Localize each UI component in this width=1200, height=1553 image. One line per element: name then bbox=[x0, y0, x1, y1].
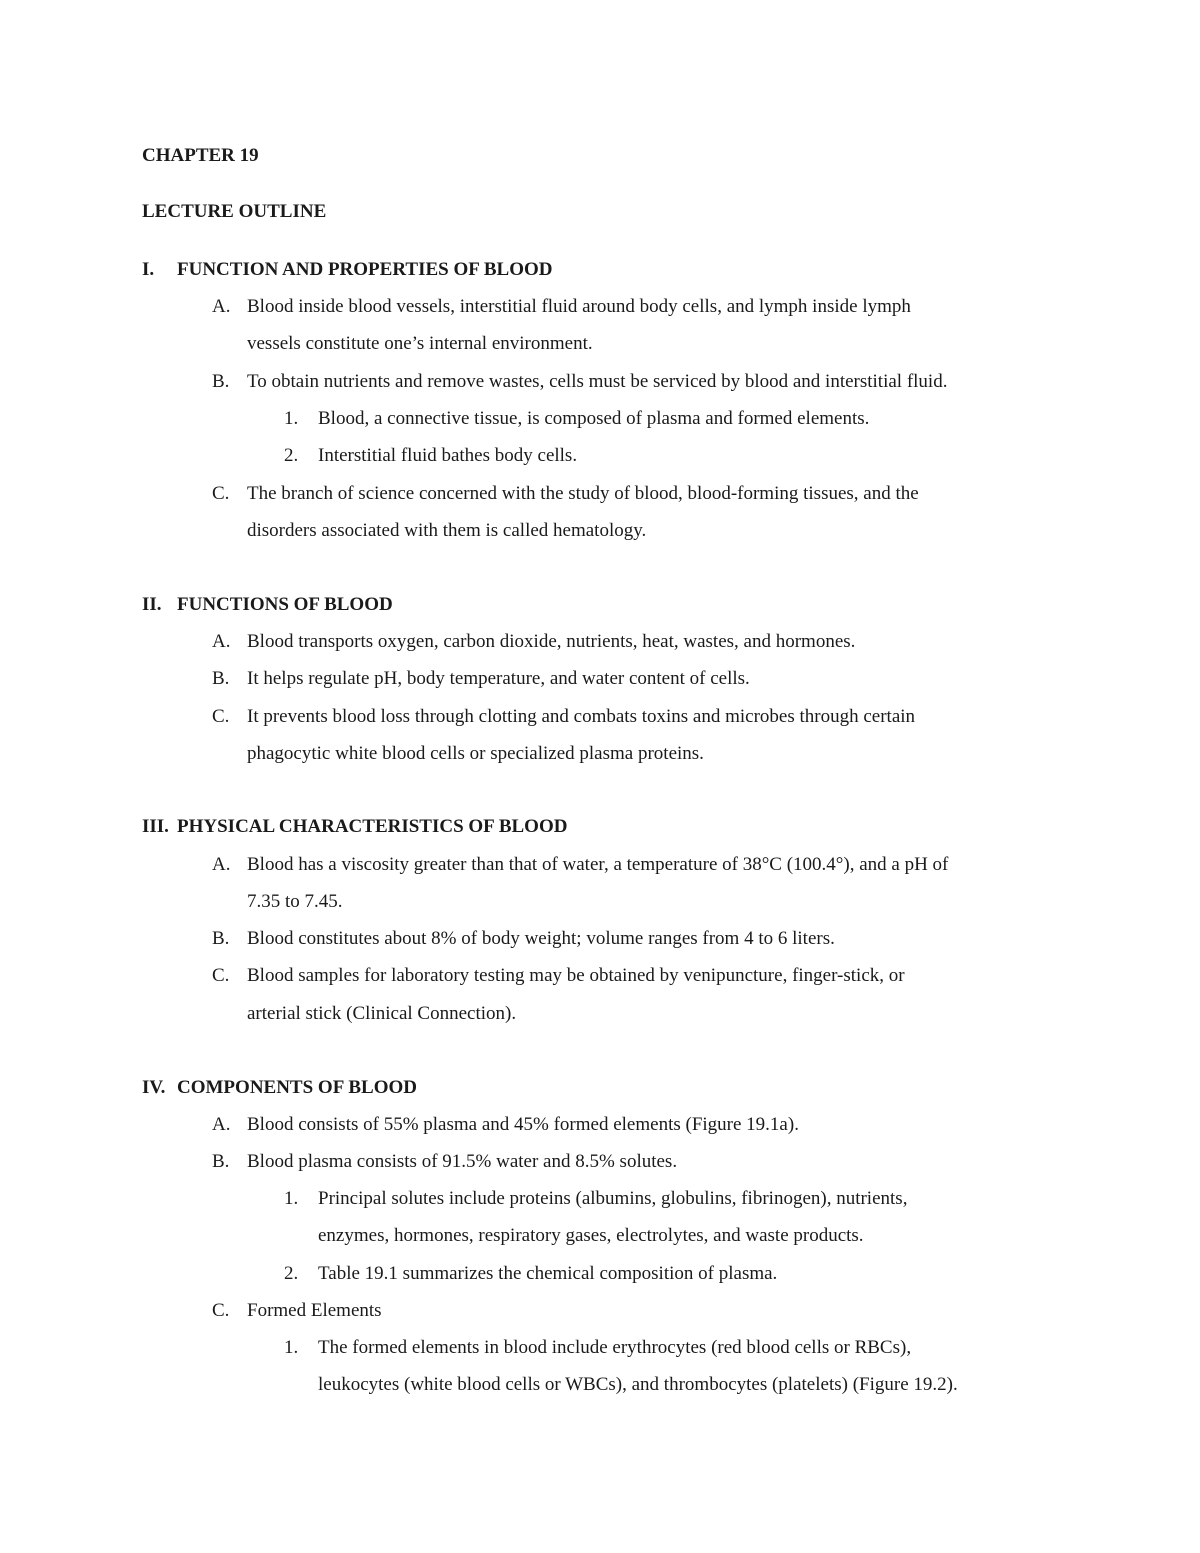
subitem-text: enzymes, hormones, respiratory gases, electrolytes, and waste products. bbox=[318, 1225, 864, 1246]
item-text: Blood samples for laboratory testing may be obtained by venipuncture, finger-stick, or bbox=[247, 965, 905, 986]
subitem-marker: 2. bbox=[284, 445, 299, 466]
subitem-marker: 1. bbox=[284, 408, 299, 429]
subitem-text: Principal solutes include proteins (albumins, globulins, fibrinogen), nutrients, bbox=[318, 1188, 908, 1209]
item-text: vessels constitute one’s internal environment. bbox=[247, 333, 593, 354]
subitem-marker: 1. bbox=[284, 1188, 299, 1209]
item-marker: B. bbox=[212, 668, 230, 689]
subitem-text: Blood, a connective tissue, is composed of plasma and formed elements. bbox=[318, 408, 870, 429]
item-text: Blood plasma consists of 91.5% water and 8.5% solutes. bbox=[247, 1151, 678, 1172]
subitem-text: Interstitial fluid bathes body cells. bbox=[318, 445, 578, 466]
item-marker: B. bbox=[212, 371, 230, 392]
item-marker: B. bbox=[212, 928, 230, 949]
section-title: COMPONENTS OF BLOOD bbox=[177, 1077, 417, 1098]
section-title: FUNCTION AND PROPERTIES OF BLOOD bbox=[177, 259, 553, 280]
subitem-text: Table 19.1 summarizes the chemical composition of plasma. bbox=[318, 1263, 778, 1284]
subitem-marker: 1. bbox=[284, 1337, 299, 1358]
section-number: I. bbox=[142, 259, 155, 280]
section-number: IV. bbox=[142, 1077, 166, 1098]
item-text: It prevents blood loss through clotting and combats toxins and microbes through certain bbox=[247, 706, 916, 727]
item-text: arterial stick (Clinical Connection). bbox=[247, 1003, 517, 1024]
section-title: FUNCTIONS OF BLOOD bbox=[177, 594, 393, 615]
section-number: III. bbox=[142, 816, 169, 837]
item-marker: C. bbox=[212, 483, 230, 504]
section-title: PHYSICAL CHARACTERISTICS OF BLOOD bbox=[177, 816, 568, 837]
subitem-marker: 2. bbox=[284, 1263, 299, 1284]
item-marker: A. bbox=[212, 854, 231, 875]
item-text: disorders associated with them is called hematology. bbox=[247, 520, 647, 541]
item-marker: B. bbox=[212, 1151, 230, 1172]
item-marker: C. bbox=[212, 706, 230, 727]
chapter-heading: CHAPTER 19 bbox=[142, 145, 259, 166]
item-text: Blood consists of 55% plasma and 45% formed elements (Figure 19.1a). bbox=[247, 1114, 799, 1135]
item-marker: C. bbox=[212, 1300, 230, 1321]
item-text: To obtain nutrients and remove wastes, cells must be serviced by blood and interstitial fluid. bbox=[247, 371, 948, 392]
item-text: Blood inside blood vessels, interstitial fluid around body cells, and lymph inside lymph bbox=[247, 296, 911, 317]
item-text: Blood transports oxygen, carbon dioxide, nutrients, heat, wastes, and hormones. bbox=[247, 631, 856, 652]
item-text: 7.35 to 7.45. bbox=[247, 891, 343, 912]
subitem-text: leukocytes (white blood cells or WBCs), and thrombocytes (platelets) (Figure 19.2). bbox=[318, 1374, 958, 1395]
item-marker: C. bbox=[212, 965, 230, 986]
subitem-text: The formed elements in blood include erythrocytes (red blood cells or RBCs), bbox=[318, 1337, 912, 1358]
item-marker: A. bbox=[212, 1114, 231, 1135]
item-text: phagocytic white blood cells or specialized plasma proteins. bbox=[247, 743, 704, 764]
item-text: Formed Elements bbox=[247, 1300, 382, 1321]
item-text: The branch of science concerned with the study of blood, blood-forming tissues, and the bbox=[247, 483, 919, 504]
item-text: It helps regulate pH, body temperature, and water content of cells. bbox=[247, 668, 750, 689]
item-text: Blood has a viscosity greater than that of water, a temperature of 38°C (100.4°), and a pH of bbox=[247, 854, 949, 875]
item-marker: A. bbox=[212, 296, 231, 317]
outline-subtitle: LECTURE OUTLINE bbox=[142, 201, 327, 222]
item-marker: A. bbox=[212, 631, 231, 652]
item-text: Blood constitutes about 8% of body weight; volume ranges from 4 to 6 liters. bbox=[247, 928, 835, 949]
section-number: II. bbox=[142, 594, 162, 615]
